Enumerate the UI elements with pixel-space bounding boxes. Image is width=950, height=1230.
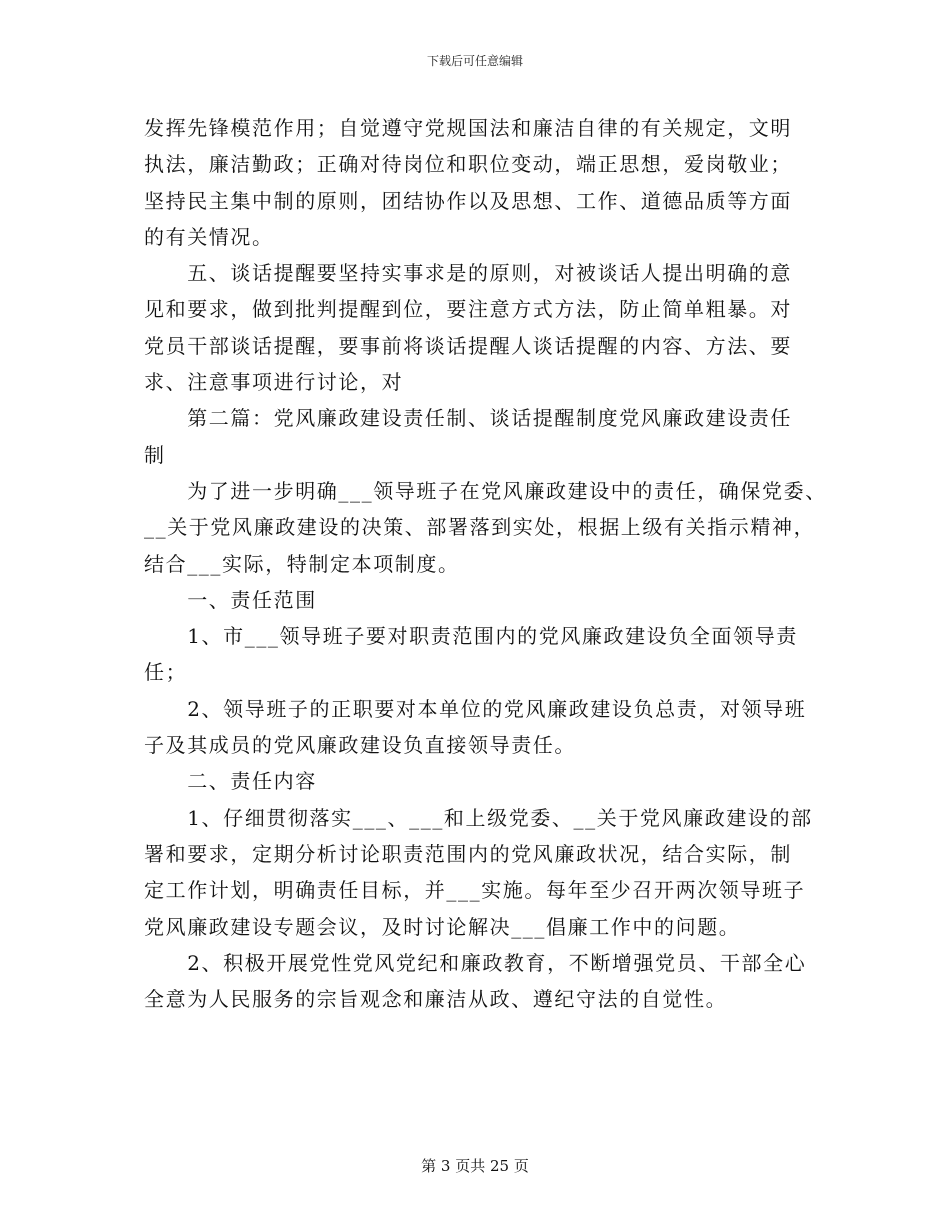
text-line: 的有关情况。: [144, 224, 274, 249]
page-number: 第 3 页共 25 页: [421, 1157, 529, 1175]
text-line: 执法，廉洁勤政；正确对待岗位和职位变动，端正思想，爱岗敬业；: [144, 152, 792, 177]
text-line: 定工作计划，明确责任目标，并___实施。每年至少召开两次领导班子: [144, 878, 806, 903]
text-line: 1、市___领导班子要对职责范围内的党风廉政建设负全面领导责: [144, 624, 798, 649]
text-line: 党风廉政建设专题会议，及时讨论解决___倡廉工作中的问题。: [144, 914, 741, 939]
section-heading: 第二篇：党风廉政建设责任制、谈话提醒制度党风廉政建设责任: [144, 406, 792, 431]
text-line: 子及其成员的党风廉政建设负直接领导责任。: [144, 733, 576, 758]
text-line: 求、注意事项进行讨论，对: [144, 370, 404, 395]
text-line: 任；: [144, 660, 188, 685]
text-line: 署和要求，定期分析讨论职责范围内的党风廉政状况，结合实际，制: [144, 841, 792, 866]
document-body: [144, 110, 827, 1017]
text-line: 结合___实际，特制定本项制度。: [144, 551, 460, 576]
text-line: 发挥先锋模范作用；自觉遵守党规国法和廉洁自律的有关规定，文明: [144, 116, 792, 140]
text-line: 五、谈话提醒要坚持实事求是的原则，对被谈话人提出明确的意: [144, 261, 792, 286]
text-line: 2、积极开展党性党风党纪和廉政教育，不断增强党员、干部全心: [144, 950, 807, 975]
text-line: 1、仔细贯彻落实___、___和上级党委、__关于党风廉政建设的部: [144, 805, 813, 830]
text-line: 见和要求，做到批判提醒到位，要注意方式方法，防止简单粗暴。对: [144, 297, 792, 322]
text-line: 坚持民主集中制的原则，团结协作以及思想、工作、道德品质等方面: [144, 188, 792, 213]
text-line: 党员干部谈话提醒，要事前将谈话提醒人谈话提醒的内容、方法、要: [144, 333, 792, 358]
subsection-heading: 二、责任内容: [144, 769, 317, 794]
page-header: 下载后可任意编辑: [426, 54, 523, 68]
section-heading: 制: [144, 442, 166, 467]
text-line: 为了进一步明确___领导班子在党风廉政建设中的责任，确保党委、: [144, 478, 827, 503]
subsection-heading: 一、责任范围: [144, 587, 317, 612]
text-line: __关于党风廉政建设的决策、部署落到实处，根据上级有关指示精神，: [144, 515, 816, 540]
text-line: 2、领导班子的正职要对本单位的党风廉政建设负总责，对领导班: [144, 696, 807, 721]
text-line: 全意为人民服务的宗旨观念和廉洁从政、遵纪守法的自觉性。: [144, 987, 728, 1012]
